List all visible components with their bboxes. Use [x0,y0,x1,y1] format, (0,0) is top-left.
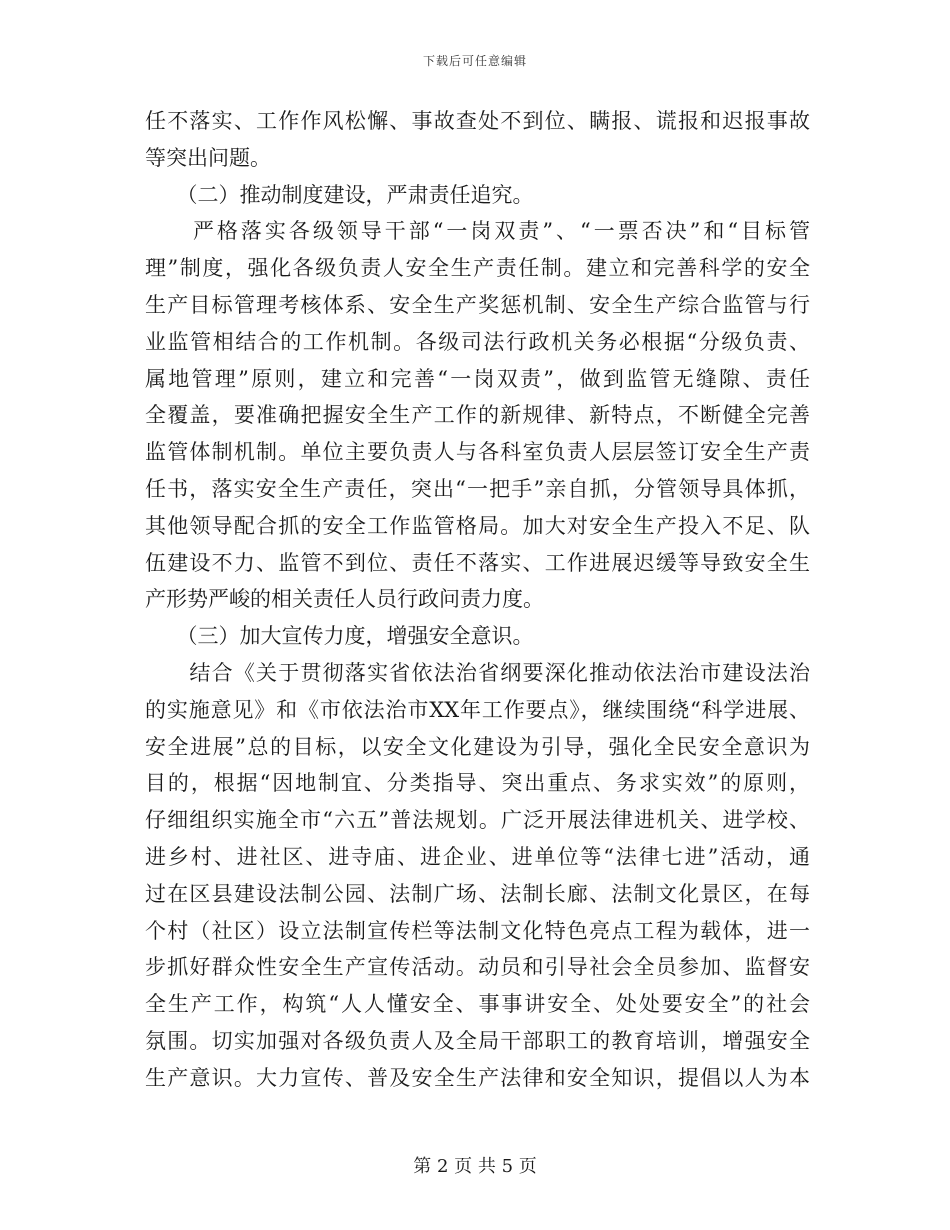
text-line: 其他领导配合抓的安全工作监管格局。加大对安全生产投入不足、队 [145,513,810,538]
text-line: 仔细组织实施全市“六五”普法规划。广泛开展法律进机关、进学校、 [145,808,810,833]
text-line: 全覆盖，要准确把握安全生产工作的新规律、新特点，不断健全完善 [145,403,810,428]
document-body [145,103,810,1097]
text-line: 个村（社区）设立法制宣传栏等法制文化特色亮点工程为载体，进一 [145,918,810,943]
text-line: 任不落实、工作作风松懈、事故查处不到位、瞒报、谎报和迟报事故 [145,109,810,133]
text-line: 属地管理”原则，建立和完善“一岗双责”，做到监管无缝隙、责任 [145,366,810,391]
text-line: 监管体制机制。单位主要负责人与各科室负责人层层签订安全生产责 [145,440,810,465]
text-line: 结合《关于贯彻落实省依法治省纲要深化推动依法治市建设法治 [145,660,810,685]
text-line: 安全进展”总的目标，以安全文化建设为引导，强化全民安全意识为 [145,734,810,759]
text-line: 目的，根据“因地制宜、分类指导、突出重点、务求实效”的原则， [145,771,810,796]
text-line: 产形势严峻的相关责任人员行政问责力度。 [145,587,544,612]
text-line: 步抓好群众性安全生产宣传活动。动员和引导社会全员参加、监督安 [145,955,810,980]
text-line: 任书，落实安全生产责任，突出“一把手”亲自抓，分管领导具体抓， [145,476,810,501]
text-line: 进乡村、进社区、进寺庙、进企业、进单位等“法律七进”活动，通 [145,844,810,869]
text-line: 业监管相结合的工作机制。各级司法行政机关务必根据“分级负责、 [145,329,810,354]
text-line: 严格落实各级领导干部“一岗双责”、“一票否决”和“目标管 [145,219,810,244]
text-line: 理”制度，强化各级负责人安全生产责任制。建立和完善科学的安全 [145,256,810,281]
text-line: 生产目标管理考核体系、安全生产奖惩机制、安全生产综合监管与行 [145,292,810,317]
text-line: 的实施意见》和《市依法治市XX年工作要点》，继续围绕“科学进展、 [145,697,810,722]
text-line: 全生产工作，构筑“人人懂安全、事事讲安全、处处要安全”的社会 [145,992,810,1017]
text-line: 等突出问题。 [145,145,271,170]
page-number: 第 2 页 共 5 页 [413,1156,537,1177]
section-heading: （三）加大宣传力度，增强安全意识。 [145,624,534,649]
text-line: 伍建设不力、监管不到位、责任不落实、工作进展迟缓等导致安全生 [145,550,810,575]
text-line: 过在区县建设法制公园、法制广场、法制长廊、法制文化景区，在每 [145,881,810,906]
text-line: 氛围。切实加强对各级负责人及全局干部职工的教育培训，增强安全 [145,1028,810,1053]
page-header: 下载后可任意编辑 [422,54,527,68]
section-heading: （二）推动制度建设，严肃责任追究。 [145,182,534,207]
text-line: 生产意识。大力宣传、普及安全生产法律和安全知识，提倡以人为本 [145,1065,810,1090]
